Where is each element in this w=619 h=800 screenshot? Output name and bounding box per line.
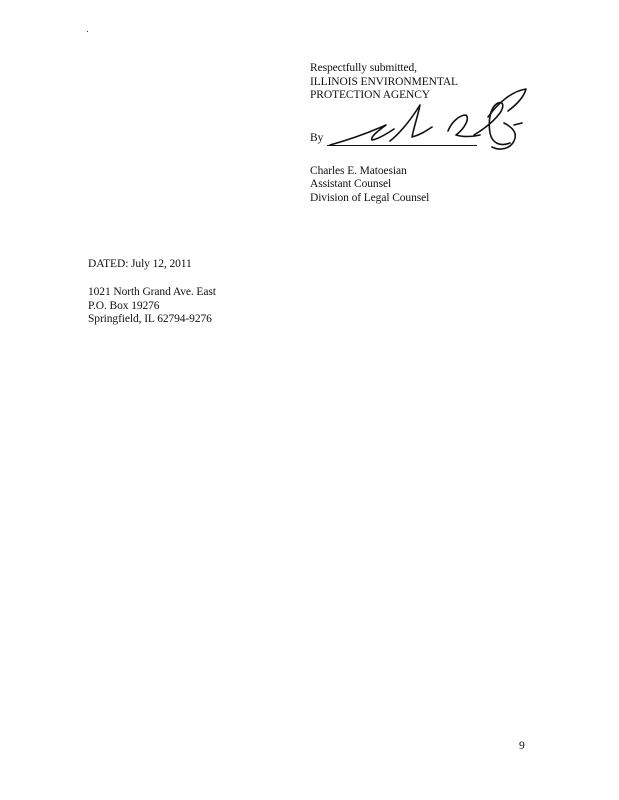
- by-signature-row: [310, 107, 550, 151]
- closing-text: Respectfully submitted,: [310, 62, 417, 74]
- address-line-2: P.O. Box 19276: [88, 299, 160, 312]
- scan-speck: [87, 31, 88, 32]
- page-number: 9: [519, 740, 525, 752]
- dated-line: DATED: July 12, 2011: [88, 258, 192, 270]
- signatory-name: Charles E. Matoesian: [310, 164, 407, 177]
- signatory-division: Division of Legal Counsel: [310, 191, 430, 204]
- mailing-address: [88, 286, 216, 327]
- address-line-3: Springfield, IL 62794-9276: [88, 313, 212, 325]
- signatory-details: [310, 165, 550, 206]
- by-label: By: [310, 131, 324, 144]
- address-line-1: 1021 North Grand Ave. East: [88, 286, 216, 298]
- signature-block: [310, 62, 550, 205]
- agency-name-line-2: PROTECTION AGENCY: [310, 89, 431, 101]
- signatory-title: Assistant Counsel: [310, 178, 392, 190]
- agency-name-line-1: ILLINOIS ENVIRONMENTAL: [310, 75, 458, 88]
- handwritten-signature: [328, 85, 528, 161]
